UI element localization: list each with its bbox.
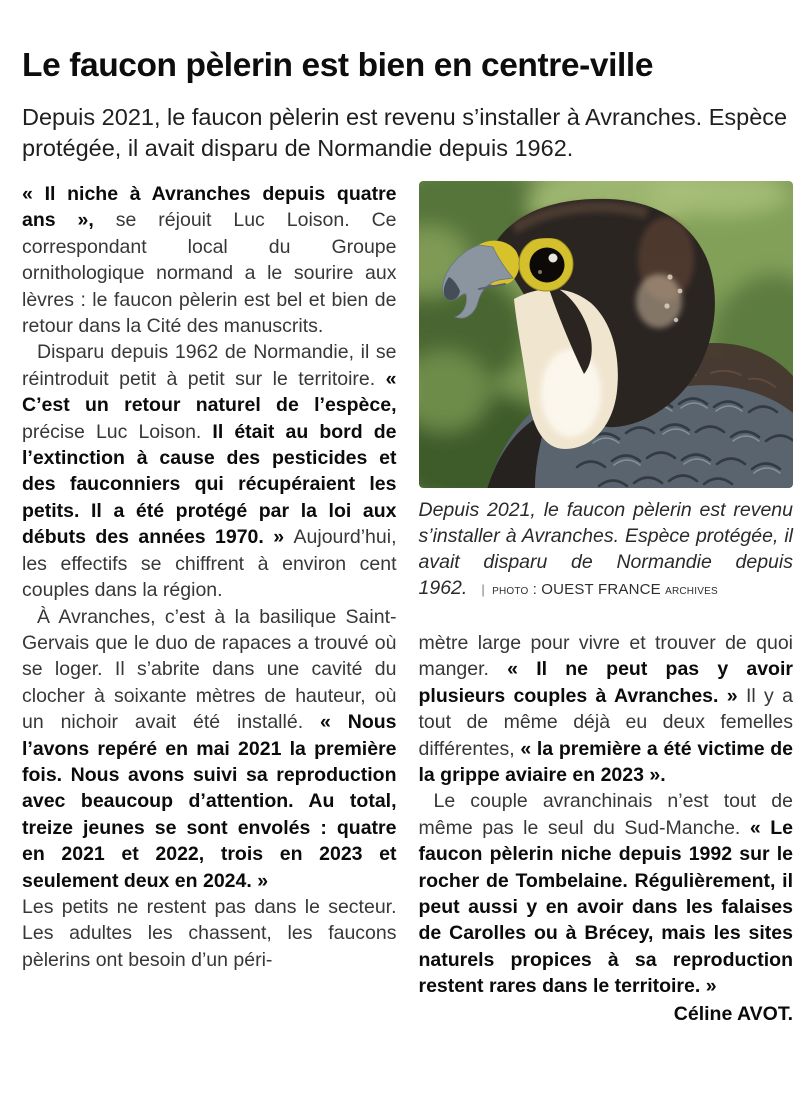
text-run: Le couple avranchinais n’est tout de même pas le seul du Sud-Manche. <box>418 790 793 839</box>
text-run: Il y a tout de même déjà eu deux femelles différentes, <box>418 684 793 760</box>
credit-label: photo <box>492 582 529 598</box>
right-column-text <box>419 630 794 1000</box>
text-run: se réjouit Luc Loison. Ce correspondant local du Groupe ornithologique normand a le sourire aux lèvres : le faucon pèlerin est bel et bien de retour dans la Cité des manuscrits. <box>22 209 397 338</box>
text-run: Les petits ne restent pas dans le secteur. Les adultes les chassent, les faucons pèlerins ont besoin d’un péri- <box>22 895 397 971</box>
article-body <box>22 181 793 1027</box>
text-run: précise Luc Loison. <box>22 420 213 443</box>
text-run: Aujourd’hui, les effectifs se chiffrent à environ cent couples dans la région. <box>22 526 397 602</box>
paragraph <box>419 788 794 999</box>
right-column <box>419 181 794 1027</box>
text-run: mètre large pour vivre et trouver de quoi manger. <box>418 632 793 681</box>
bold-text-run: « C’est un retour naturel de l’espèce, <box>22 367 397 417</box>
photo-credit <box>481 582 718 598</box>
article-photo-figure <box>419 181 794 603</box>
headline: Le faucon pèlerin est bien en centre-ville <box>22 47 654 84</box>
falcon-photo <box>419 181 793 488</box>
credit-source: OUEST FRANCE <box>541 581 661 598</box>
credit-suffix: archives <box>665 582 718 598</box>
credit-colon: : <box>532 582 537 598</box>
text-run: Disparu depuis 1962 de Normandie, il se réintroduit petit à petit sur le territoire. <box>22 341 397 390</box>
paragraph <box>22 894 397 973</box>
bold-text-run: « Il niche à Avranches depuis quatre ans », <box>22 183 397 232</box>
paragraph <box>419 630 794 788</box>
photo-caption <box>419 497 794 603</box>
paragraph <box>22 181 397 339</box>
text-run: À Avranches, c’est à la basilique Saint-Gervais que le duo de rapaces a trouvé où se loger. Il s’abrite dans une cavité du clocher à soixante mètres de hauteur, où un nichoir avait été installé. <box>22 605 397 734</box>
paragraph <box>22 339 397 603</box>
paragraph <box>22 604 397 894</box>
credit-divider-icon: | <box>481 582 485 597</box>
byline: Céline AVOT. <box>673 1002 793 1025</box>
caption-text: Depuis 2021, le faucon pèlerin est revenu s’installer à Avranches. Espèce protégée, il avait disparu de Normandie depuis 1962. <box>418 499 793 599</box>
bold-text-run: Il était au bord de l’extinction à cause des pesticides et des fauconniers qui récupéraient les petits. Il a été protégé par la loi aux débuts des années 1970. » <box>22 420 397 549</box>
bold-text-run: « Il ne peut pas y avoir plusieurs couples à Avranches. » <box>418 658 793 707</box>
left-column <box>22 181 397 1027</box>
bold-text-run: « la première a été victime de la grippe aviaire en 2023 ». <box>418 737 793 787</box>
bold-text-run: « Le faucon pèlerin niche depuis 1992 sur le rocher de Tombelaine. Régulièrement, il peut aussi y en avoir dans les falaises de Carolles ou à Brécey, mais les sites naturels propices à sa reproduction restent rares dans le territoire. » <box>418 816 793 998</box>
bold-text-run: « Nous l’avons repéré en mai 2021 la première fois. Nous avons suivi sa reproduction avec beaucoup d’attention. Au total, treize jeunes se sont envolés : quatre en 2021 et 2022, trois en 2023 et seulement deux en 2024. » <box>22 711 397 892</box>
standfirst: Depuis 2021, le faucon pèlerin est revenu s’installer à Avranches. Espèce protégée, il avait disparu de Normandie depuis 1962. <box>22 104 788 161</box>
